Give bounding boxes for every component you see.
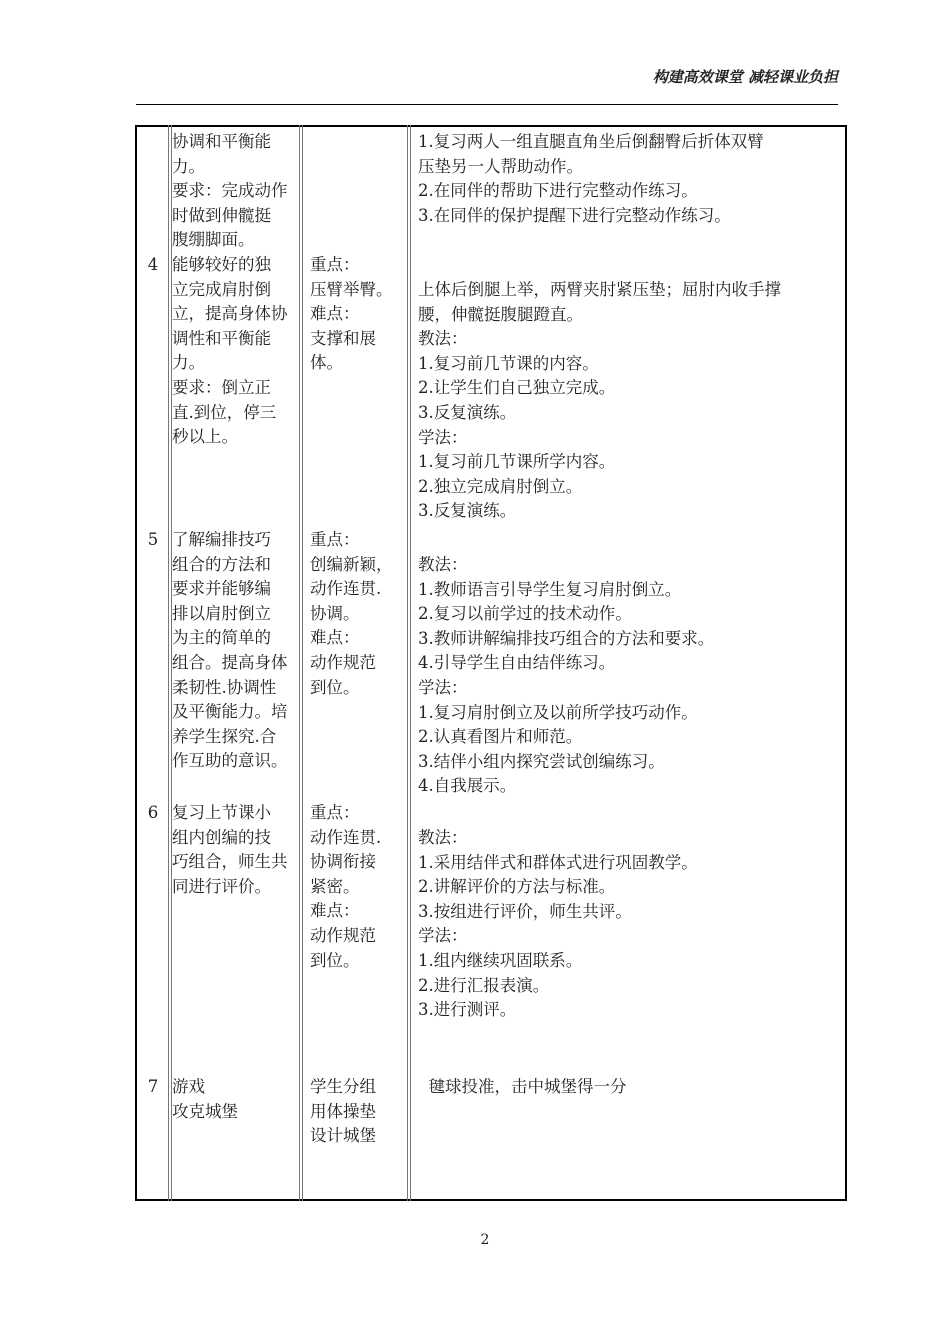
- row-methods: 毽球投准，击中城堡得一分: [418, 1077, 627, 1096]
- row-objective: 了解编排技巧 组合的方法和 要求并能够编 排以肩肘倒立 为主的简单的 组合。提高身体 柔韧性.协调性 及平衡能力。培 养学生探究.合 作互助的意识。: [172, 530, 288, 771]
- table-column-divider: [302, 125, 303, 1201]
- table-column-divider: [410, 125, 411, 1201]
- row-objective: 游戏 攻克城堡: [172, 1077, 238, 1121]
- row-number: 5: [147, 530, 159, 549]
- row-key-points: 重点： 创编新颖， 动作连贯. 协调。 难点： 动作规范 到位。: [310, 530, 393, 697]
- row-methods: 1.复习两人一组直腿直角坐后倒翻臀后折体双臂 压垫另一人帮助动作。 2.在同伴的帮助下进行完整动作练习。 3.在同伴的保护提醒下进行完整动作练习。: [418, 132, 764, 225]
- table-column-divider: [168, 125, 169, 1201]
- row-key-points: 学生分组 用体操垫 设计城堡: [310, 1077, 376, 1146]
- row-methods: 教法： 1.教师语言引导学生复习肩肘倒立。 2.复习以前学过的技术动作。 3.教师讲解编排技巧组合的方法和要求。 4.引导学生自由结伴练习。 学法： 1.复习肩肘倒立及以前所学技巧动作。 2.认真看图片和师范。 3.结伴小组内探究尝试创编练习。 4.自我展示。: [418, 555, 715, 796]
- row-methods: 教法： 1.采用结伴式和群体式进行巩固教学。 2.讲解评价的方法与标准。 3.按组进行评价，师生共评。 学法： 1.组内继续巩固联系。 2.进行汇报表演。 3.进行测评。: [418, 828, 698, 1020]
- row-number: 7: [147, 1077, 159, 1096]
- row-objective: 复习上节课小 组内创编的技 巧组合，师生共 同进行评价。: [172, 803, 288, 896]
- row-key-points: 重点： 压臂举臀。 难点： 支撑和展 体。: [310, 255, 393, 373]
- header-divider: [136, 104, 838, 105]
- row-methods: 上体后倒腿上举，两臂夹肘紧压垫；屈肘内收手撑 腰，伸髋挺腹腿蹬直。 教法： 1.复习前几节课的内容。 2.让学生们自己独立完成。 3.反复演练。 学法： 1.复习前几节课所学内容。 2.独立完成肩肘倒立。 3.反复演练。: [418, 280, 781, 521]
- row-number: 6: [147, 803, 159, 822]
- row-key-points: 重点： 动作连贯. 协调衔接 紧密。 难点： 动作规范 到位。: [310, 803, 382, 970]
- row-number: 4: [147, 255, 159, 274]
- page-number: 2: [480, 1232, 490, 1248]
- page-header-title: 构建高效课堂 减轻课业负担: [652, 68, 838, 86]
- table-column-divider: [407, 125, 408, 1201]
- row-objective: 协调和平衡能 力。 要求：完成动作 时做到伸髋挺 腹绷脚面。: [172, 132, 288, 250]
- table-column-divider: [299, 125, 300, 1201]
- row-objective: 能够较好的独 立完成肩肘倒 立，提高身体协 调性和平衡能 力。 要求：倒立正 直.到位，停三 秒以上。: [172, 255, 288, 447]
